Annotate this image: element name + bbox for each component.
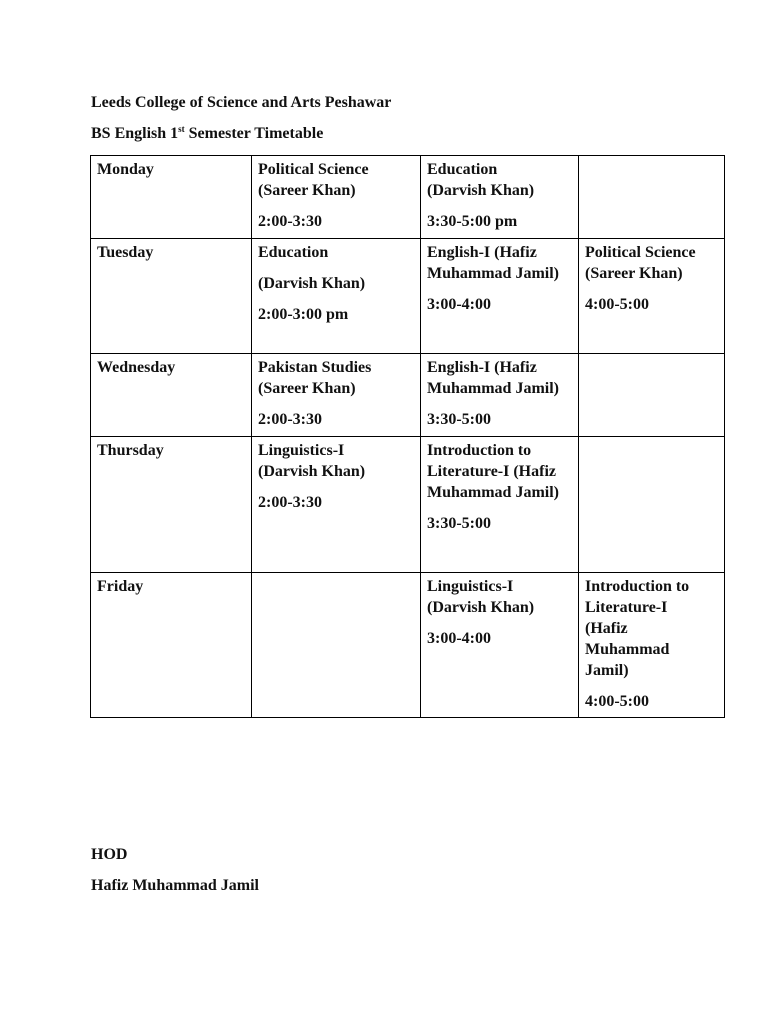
- subject-name: English-I (Hafiz: [427, 244, 537, 261]
- subject-name: Political Science: [258, 161, 369, 178]
- day-cell: [91, 354, 252, 437]
- timetable-title: [91, 125, 323, 143]
- day-cell: [91, 239, 252, 354]
- teacher-name-continued: Muhammad: [585, 641, 670, 658]
- class-time: 3:30-5:00 pm: [427, 213, 518, 230]
- day-cell: [91, 573, 252, 718]
- subject-name: Linguistics-I: [258, 442, 345, 459]
- empty-cell: [579, 354, 725, 437]
- hod-title: HOD: [91, 846, 128, 863]
- subject-name-continued: Literature-I (Hafiz: [427, 463, 556, 480]
- class-time: 3:00-4:00: [427, 630, 491, 647]
- subject-name: Introduction to: [427, 442, 532, 459]
- subject-name-continued: Literature-I: [585, 599, 668, 616]
- day-label: Friday: [97, 578, 144, 595]
- empty-cell: [252, 573, 421, 718]
- timetable-title-suffix: Semester Timetable: [184, 125, 324, 142]
- class-cell: [421, 239, 579, 354]
- class-cell: [421, 156, 579, 239]
- subject-name-continued: Muhammad Jamil): [427, 265, 559, 282]
- class-time: 3:30-5:00: [427, 411, 491, 428]
- teacher-name: (Sareer Khan): [585, 265, 683, 282]
- class-time: 2:00-3:30: [258, 411, 322, 428]
- class-cell: [252, 437, 421, 573]
- table-row-thursday: [91, 437, 725, 573]
- day-label: Wednesday: [97, 359, 176, 376]
- class-cell: [421, 573, 579, 718]
- teacher-name: (Darvish Khan): [258, 463, 366, 480]
- subject-name: Introduction to: [585, 578, 690, 595]
- table-row-wednesday: [91, 354, 725, 437]
- teacher-name: (Darvish Khan): [258, 275, 366, 292]
- class-cell: [579, 573, 725, 718]
- subject-name: Education: [258, 244, 329, 261]
- table-row-friday: [91, 573, 725, 718]
- subject-name: English-I (Hafiz: [427, 359, 537, 376]
- subject-name: Pakistan Studies: [258, 359, 372, 376]
- class-cell: [252, 354, 421, 437]
- day-cell: [91, 437, 252, 573]
- class-cell: [421, 354, 579, 437]
- teacher-name-continued: Jamil): [585, 662, 629, 679]
- teacher-name: (Sareer Khan): [258, 182, 356, 199]
- day-label: Monday: [97, 161, 154, 178]
- day-label: Thursday: [97, 442, 164, 459]
- day-label: Tuesday: [97, 244, 154, 261]
- teacher-name: (Darvish Khan): [427, 599, 535, 616]
- subject-name: Education: [427, 161, 498, 178]
- class-time: 3:30-5:00: [427, 515, 491, 532]
- day-cell: [91, 156, 252, 239]
- timetable-table: [90, 155, 725, 718]
- teacher-name: (Hafiz: [585, 620, 628, 637]
- teacher-name: Muhammad Jamil): [427, 484, 559, 501]
- class-cell: [252, 239, 421, 354]
- class-time: 2:00-3:00 pm: [258, 306, 349, 323]
- college-name: Leeds College of Science and Arts Peshawar: [91, 94, 392, 111]
- empty-cell: [579, 156, 725, 239]
- table-row-monday: [91, 156, 725, 239]
- class-cell: [252, 156, 421, 239]
- subject-name: Linguistics-I: [427, 578, 514, 595]
- timetable-title-superscript: st: [178, 124, 185, 134]
- teacher-name: (Darvish Khan): [427, 182, 535, 199]
- empty-cell: [579, 437, 725, 573]
- class-time: 4:00-5:00: [585, 693, 649, 710]
- hod-name: Hafiz Muhammad Jamil: [91, 877, 259, 894]
- class-cell: [421, 437, 579, 573]
- class-time: 4:00-5:00: [585, 296, 649, 313]
- class-cell: [579, 239, 725, 354]
- subject-name: Political Science: [585, 244, 696, 261]
- teacher-name: (Sareer Khan): [258, 380, 356, 397]
- class-time: 2:00-3:30: [258, 494, 322, 511]
- subject-name-continued: Muhammad Jamil): [427, 380, 559, 397]
- class-time: 3:00-4:00: [427, 296, 491, 313]
- table-row-tuesday: [91, 239, 725, 354]
- class-time: 2:00-3:30: [258, 213, 322, 230]
- timetable-title-prefix: BS English 1: [91, 125, 179, 142]
